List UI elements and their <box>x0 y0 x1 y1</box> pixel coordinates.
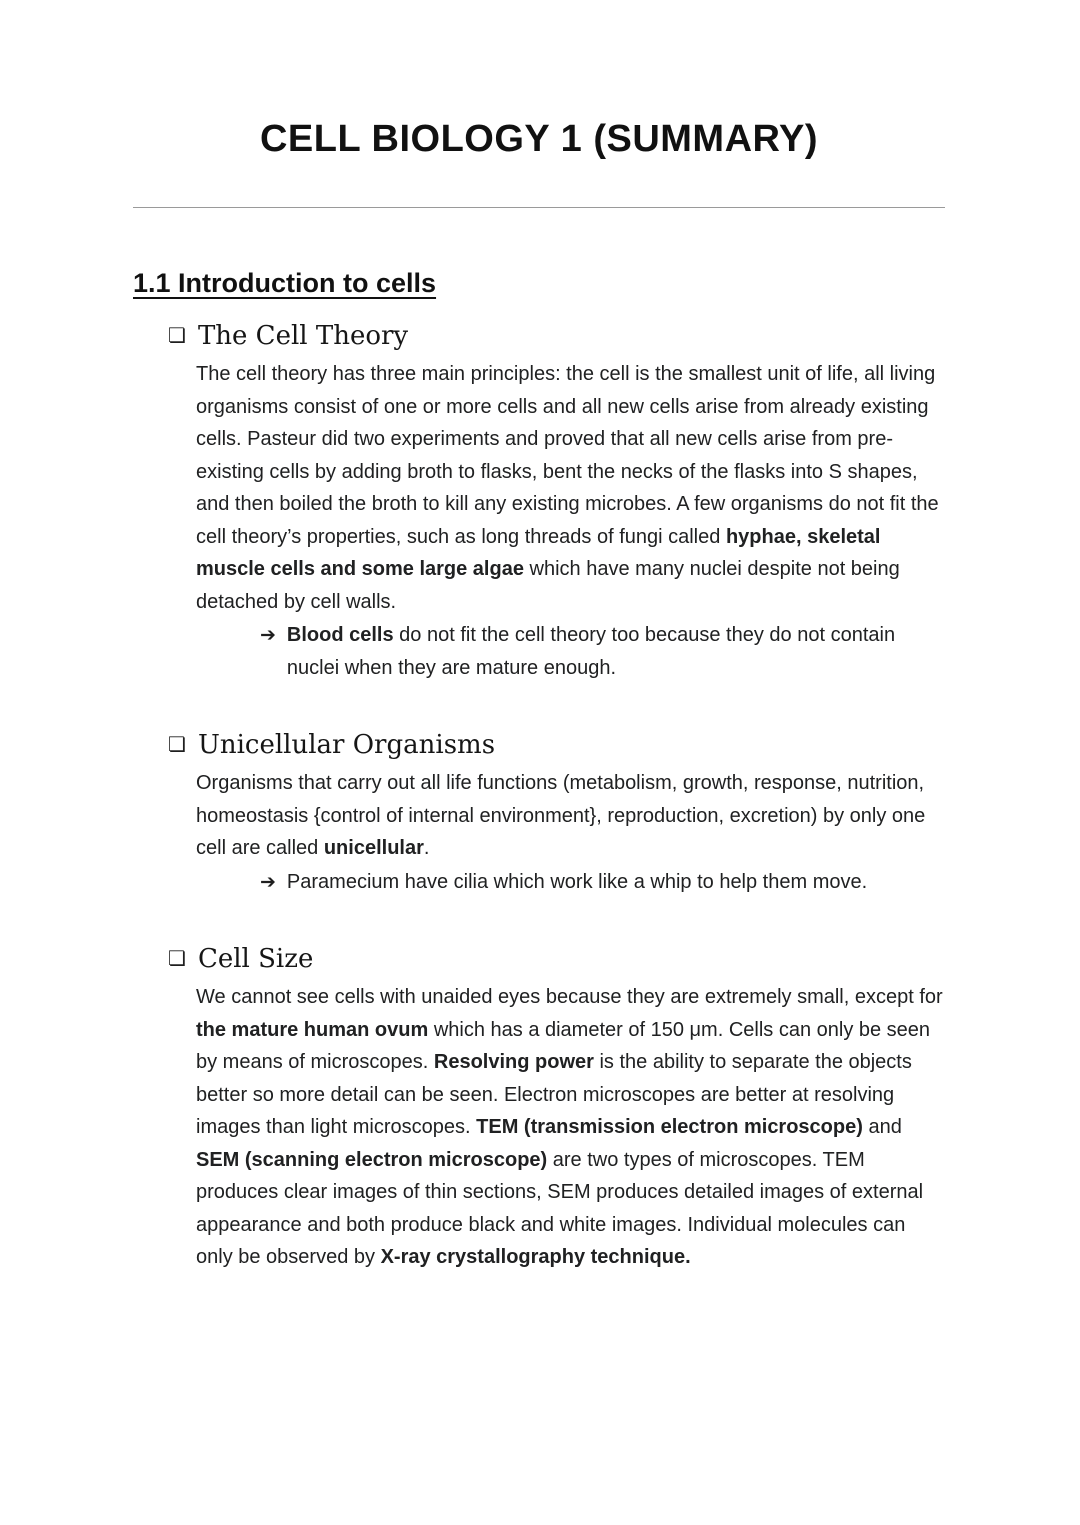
topic-heading-cell-size <box>168 944 945 974</box>
topic-cell-theory <box>133 321 945 684</box>
topic-paragraph: Organisms that carry out all life functions (metabolism, growth, response, nutrition, homeostasis {control of internal environment}, reproduction, excretion) by only one cell are called unicellular. <box>196 772 926 859</box>
arrow-subpoint <box>260 866 945 899</box>
topic-unicellular-organisms <box>133 730 945 898</box>
title-divider <box>133 207 945 208</box>
square-bullet-icon: ❏ <box>168 325 186 347</box>
subpoint-text: Paramecium have cilia which work like a whip to help them move. <box>286 870 868 893</box>
arrow-bullet-icon: ➔ <box>260 625 276 646</box>
topic-title: Cell Size <box>197 944 314 974</box>
topic-paragraph: The cell theory has three main principles: the cell is the smallest unit of life, all living organisms consist of one or more cells and all new cells arise from already existing cells. Pasteur did two experiments and proved that all new cells arise from pre-existing cells by adding broth to flasks, bent the necks of the flasks into S shapes, and then boiled the broth to kill any existing microbes. A few organisms do not fit the cell theory’s properties, such as long threads of fungi called hyphae, skeletal muscle cells and some large algae which have many nuclei despite not being detached by cell walls. <box>196 363 939 613</box>
page-title: CELL BIOLOGY 1 (SUMMARY) <box>259 118 819 160</box>
square-bullet-icon: ❏ <box>168 734 186 756</box>
section-heading: 1.1 Introduction to cells <box>133 268 437 298</box>
topic-paragraph: We cannot see cells with unaided eyes because they are extremely small, except for the mature human ovum which has a diameter of 150 μm. Cells can only be seen by means of microscopes. Resolving power is the ability to separate the objects better so more detail can be seen. Electron microscopes are better at resolving images than light microscopes. TEM (transmission electron microscope) and SEM (scanning electron microscope) are two types of microscopes. TEM produces clear images of thin sections, SEM produces detailed images of external appearance and both produce black and white images. Individual molecules can only be observed by X-ray crystallography technique. <box>196 986 943 1268</box>
topic-title: Unicellular Organisms <box>197 730 496 760</box>
topic-heading-unicellular <box>168 730 945 760</box>
topic-title: The Cell Theory <box>197 321 409 351</box>
arrow-subpoint <box>260 619 945 684</box>
square-bullet-icon: ❏ <box>168 948 186 970</box>
arrow-bullet-icon: ➔ <box>260 871 276 893</box>
topic-heading-cell-theory <box>168 321 945 351</box>
topic-cell-size <box>133 944 945 1274</box>
subpoint-text: Blood cells do not fit the cell theory too because they do not contain nuclei when they are mature enough. <box>286 624 896 679</box>
